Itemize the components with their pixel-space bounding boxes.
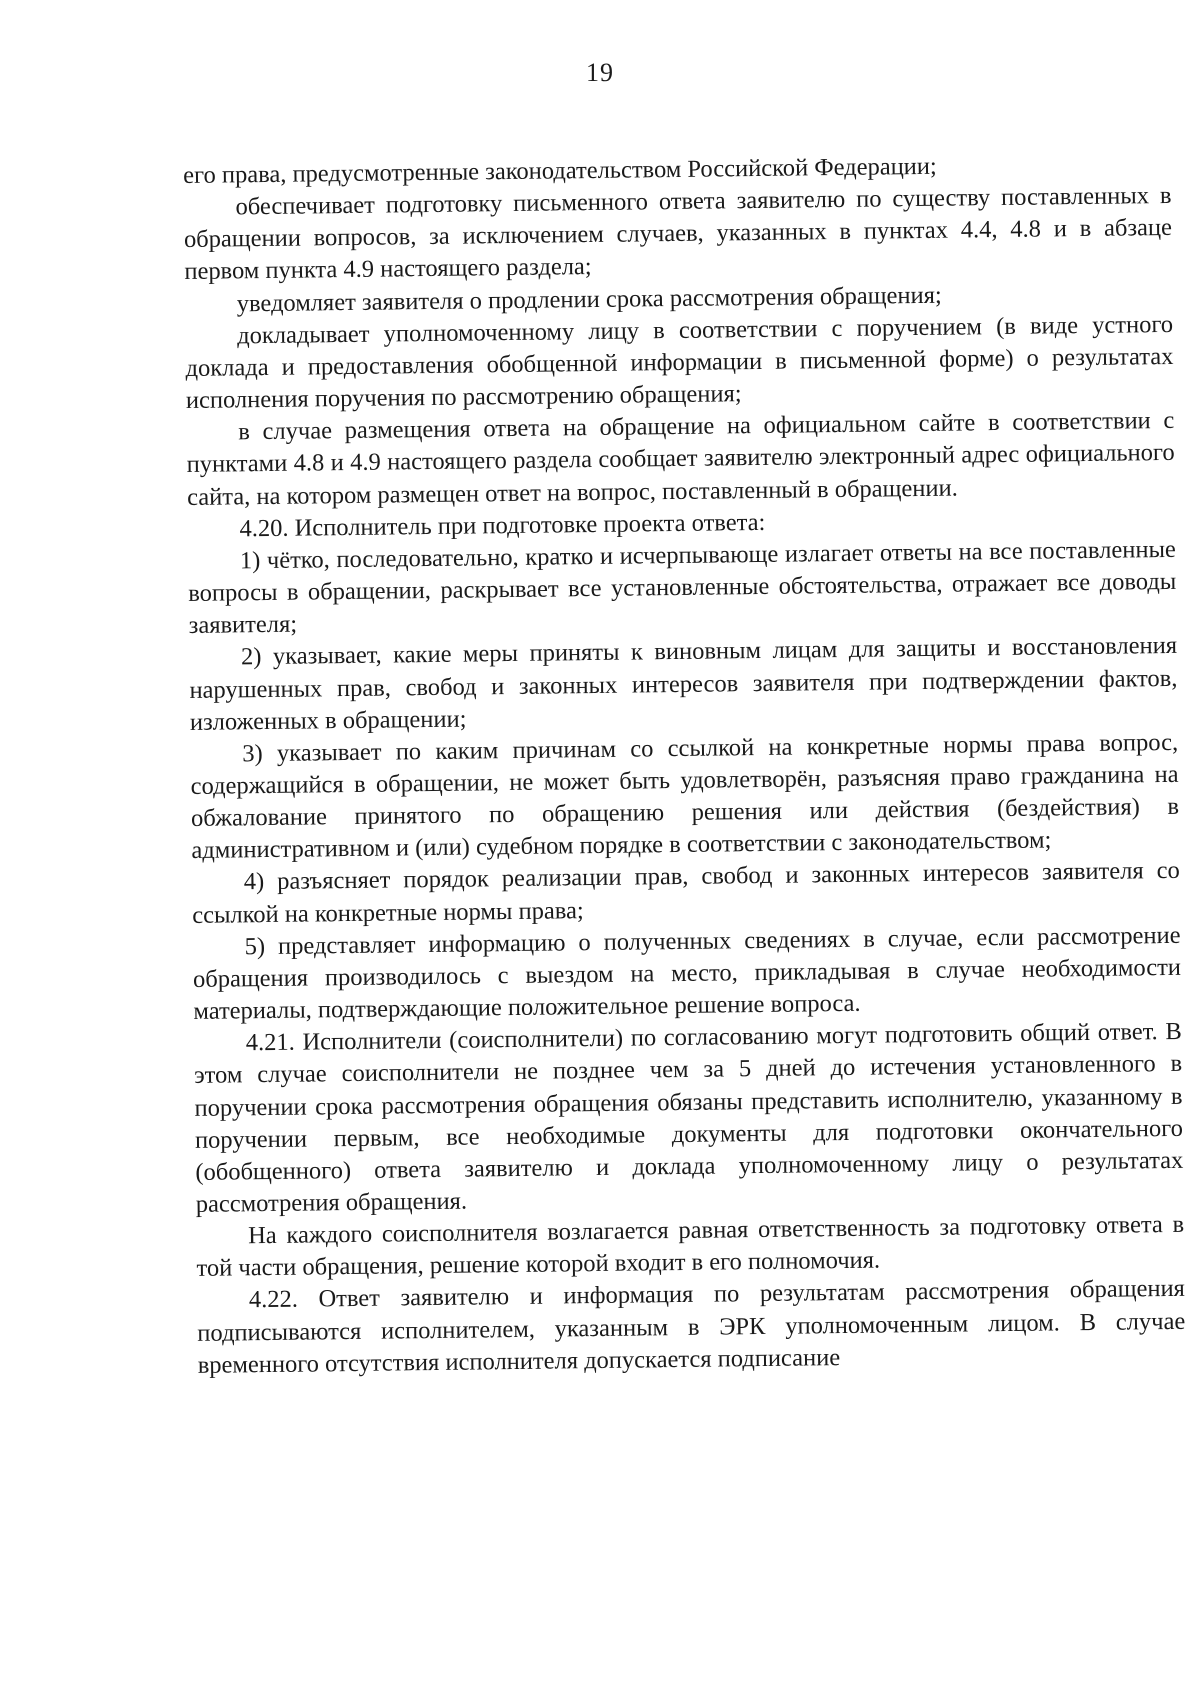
- page-number: 19: [586, 58, 614, 87]
- list-item-1: 1) чётко, последовательно, кратко и исчерпывающе излагает ответы на все поставленные вопросы в обращении, раскрывает все установленные обстоятельства, отражает все доводы заявителя;: [188, 535, 1177, 640]
- list-item-2: 2) указывает, какие меры приняты к виновным лицам для защиты и восстановления нарушенных прав, свобод и законных интересов заявителя при подтверждении фактов, изложенных в обращении;: [189, 632, 1178, 736]
- section-4-20-heading: 4.20. Исполнитель при подготовке проекта ответа:: [239, 508, 766, 543]
- paragraph-report: докладывает уполномоченному лицу в соответствии с поручением (в виде устного доклада и предоставления обобщенной информации в письменной форме) о результатах исполнения поручения по рассмотрению обращения;: [185, 310, 1174, 415]
- paragraph-extension-notice: уведомляет заявителя о продлении срока рассмотрения обращения;: [236, 281, 942, 317]
- paragraph-website-answer: в случае размещения ответа на обращение на официальном сайте в соответствии с пунктами 4.8 и 4.9 настоящего раздела сообщает заявителю электронный адрес официального сайта, на котором размещен ответ на вопрос, поставленный в обращении.: [186, 407, 1175, 511]
- list-item-3: 3) указывает по каким причинам со ссылкой на конкретные нормы права вопрос, содержащийся в обращении, не может быть удовлетворён, разъясняя право гражданина на обжалование принятого по обращению решения или действия (бездействия) в административном и (или) судебном порядке в соответствии с законодательством;: [190, 728, 1180, 865]
- list-item-5: 5) представляет информацию о полученных сведениях в случае, если рассмотрение обращения производилось с выездом на место, прикладывая в случае необходимости материалы, подтверждающие положительное решение вопроса.: [192, 921, 1182, 1025]
- section-4-21: 4.21. Исполнители (соисполнители) по согласованию могут подготовить общий ответ. В этом случае соисполнители не позднее чем за 5 дней до истечения установленного в поручении срока рассмотрения обращения обязаны представить исполнителю, указанному в поручении первым, все необходимые документы для подготовки окончательного (обобщенного) ответа заявителю и доклада уполномоченному лицу о результатах рассмотрения обращения.: [194, 1018, 1184, 1218]
- list-item-4: 4) разъясняет порядок реализации прав, свобод и законных интересов заявителя со ссылкой на конкретные нормы права;: [192, 857, 1180, 929]
- paragraph-continuation: его права, предусмотренные законодательством Российской Федерации;: [183, 152, 937, 189]
- paragraph-written-answer: обеспечивает подготовку письменного ответа заявителю по существу поставленных в обращении вопросов, за исключением случаев, указанных в пунктах 4.4, 4.8 и в абзаце первом пункта 4.9 настоящего раздела;: [183, 182, 1173, 286]
- paragraph-co-executor-responsibility: На каждого соисполнителя возлагается равная ответственность за подготовку ответа в той части обращения, решение которой входит в его полномочия.: [196, 1211, 1185, 1283]
- section-4-22: 4.22. Ответ заявителю и информация по результатам рассмотрения обращения подписываются исполнителем, указанным в ЭРК уполномоченным лицом. В случае временного отсутствия исполнителя допускается подписание: [197, 1275, 1186, 1379]
- document-body: [183, 148, 1186, 1382]
